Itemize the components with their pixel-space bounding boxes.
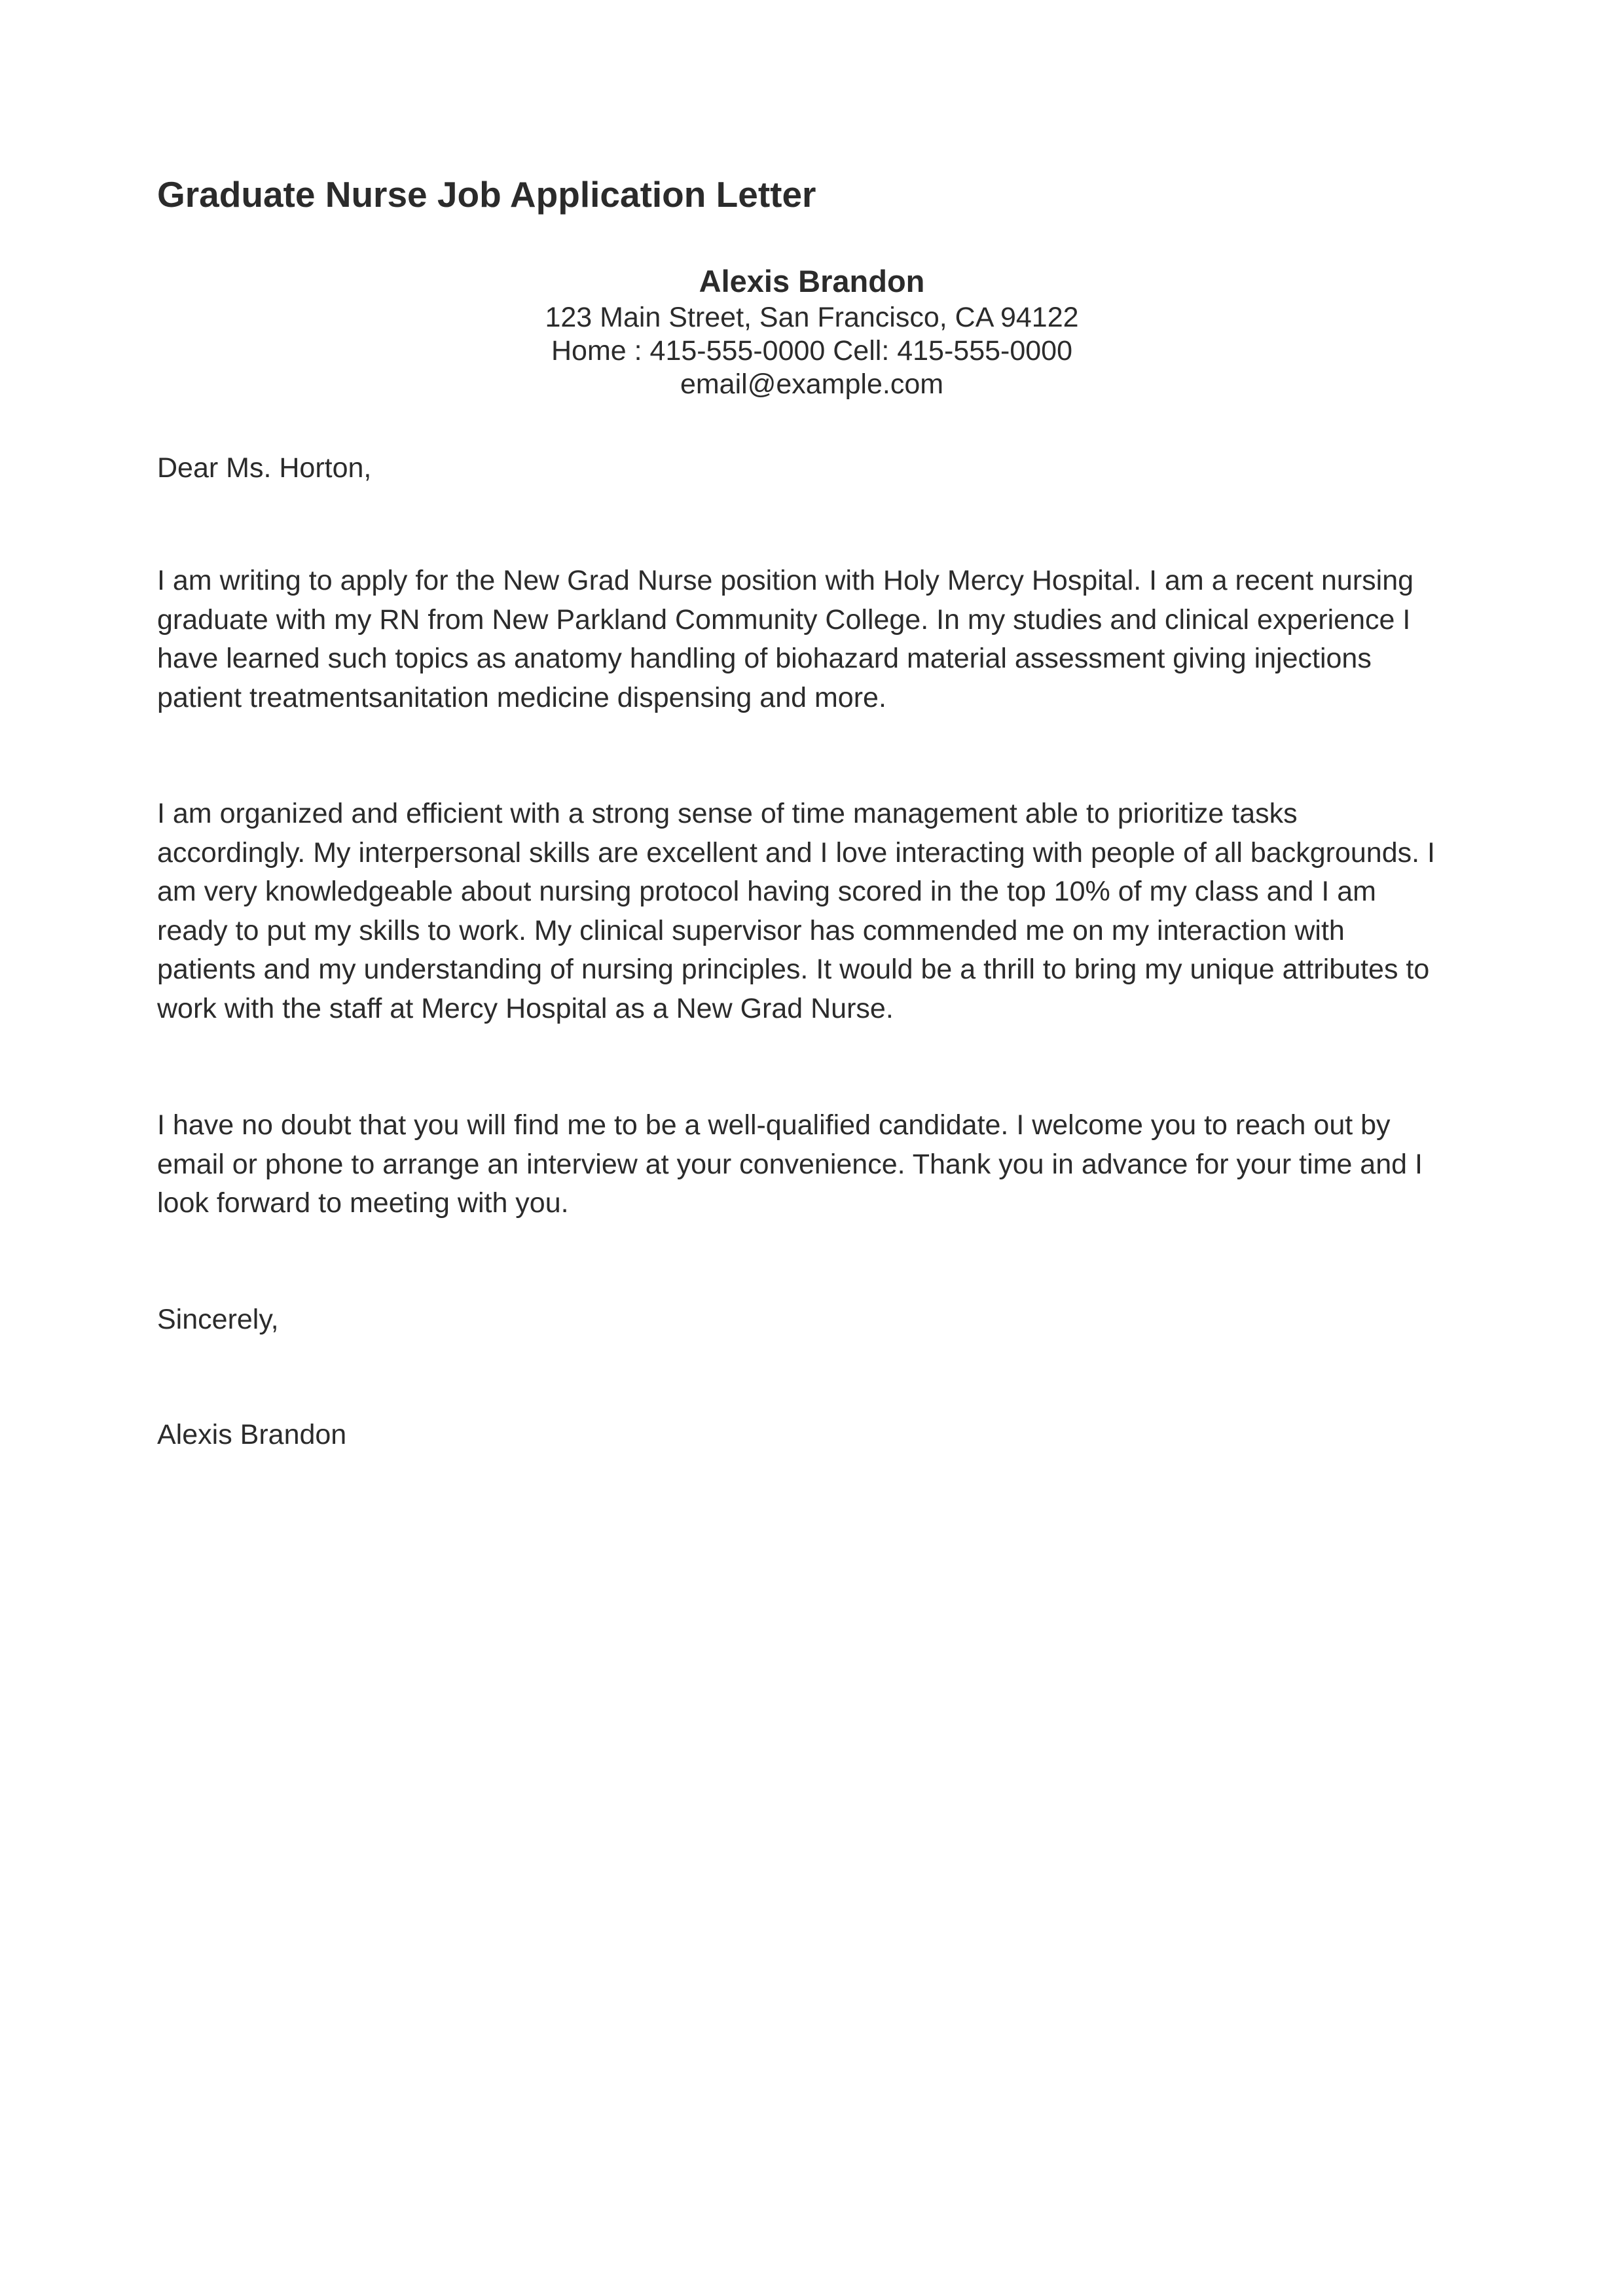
paragraph-line: have learned such topics as anatomy handling of biohazard material assessment giving injections	[157, 643, 1372, 674]
body-paragraph-3	[157, 1106, 1467, 1223]
paragraph-line: patients and my understanding of nursing principles. It would be a thrill to bring my unique attributes to	[157, 954, 1430, 985]
paragraph-line: I have no doubt that you will find me to be a well-qualified candidate. I welcome you to reach out by	[157, 1109, 1391, 1141]
paragraph-line: accordingly. My interpersonal skills are excellent and I love interacting with people of all backgrounds. I	[157, 836, 1435, 869]
paragraph-line: look forward to meeting with you.	[157, 1187, 569, 1219]
paragraph-line: I am organized and efficient with a strong sense of time management able to prioritize tasks	[157, 798, 1298, 829]
letter-page	[157, 0, 1467, 2296]
sender-address: 123 Main Street, San Francisco, CA 94122	[545, 302, 1079, 333]
sender-header	[157, 262, 1467, 401]
body-paragraph-1	[157, 562, 1467, 717]
sender-name: Alexis Brandon	[699, 264, 925, 298]
paragraph-line: email or phone to arrange an interview at your convenience. Thank you in advance for your time and I	[157, 1148, 1423, 1180]
salutation: Dear Ms. Horton,	[157, 452, 372, 484]
paragraph-line: patient treatmentsanitation medicine dispensing and more.	[157, 681, 886, 713]
paragraph-line: graduate with my RN from New Parkland Community College. In my studies and clinical experience I	[157, 603, 1411, 636]
paragraph-line: am very knowledgeable about nursing protocol having scored in the top 10% of my class and I am	[157, 876, 1376, 907]
sender-email: email@example.com	[680, 368, 944, 400]
paragraph-line: work with the staff at Mercy Hospital as a New Grad Nurse.	[157, 992, 894, 1024]
document-title: Graduate Nurse Job Application Letter	[157, 174, 816, 215]
sender-phones: Home : 415-555-0000 Cell: 415-555-0000	[551, 335, 1073, 367]
body-paragraph-2	[157, 795, 1467, 1028]
closing: Sincerely,	[157, 1304, 279, 1335]
signature: Alexis Brandon	[157, 1419, 347, 1450]
paragraph-line: I am writing to apply for the New Grad Nurse position with Holy Mercy Hospital. I am a recent nursing	[157, 565, 1414, 596]
paragraph-line: ready to put my skills to work. My clinical supervisor has commended me on my interaction with	[157, 914, 1345, 946]
